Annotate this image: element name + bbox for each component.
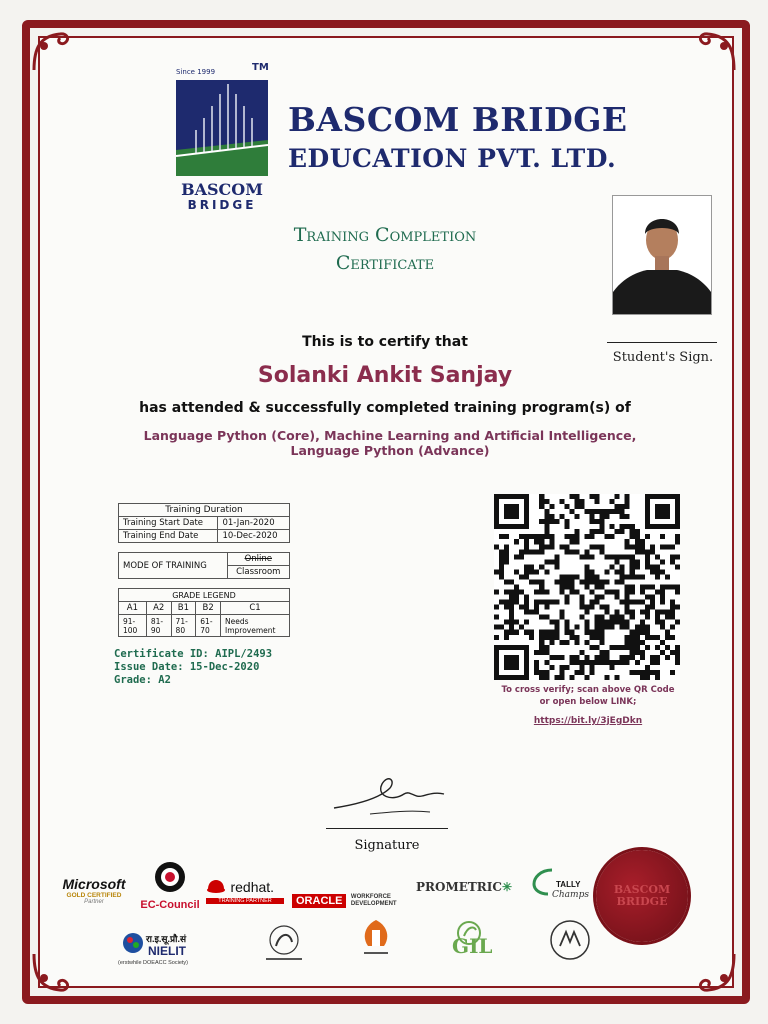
certificate-info <box>114 648 272 687</box>
course-line: Language Python (Core), Machine Learning and Artificial Intelligence, <box>143 428 637 443</box>
course-line: Language Python (Advance) <box>290 443 490 458</box>
mode-online: Online <box>227 553 289 566</box>
microsoft-sub: GOLD CERTIFIED <box>66 892 122 899</box>
start-date-label: Training Start Date <box>119 517 218 530</box>
grade-range: 71-80 <box>171 615 196 637</box>
nielit-hindi: रा.इ.सू.प्रौ.सं <box>146 934 187 944</box>
seal-line: BRIDGE <box>616 895 668 908</box>
mode-classroom: Classroom <box>227 566 289 579</box>
redhat-sub: TRAINING PARTNER <box>206 898 284 904</box>
prometric-word: PROMETRIC <box>416 880 502 894</box>
end-date-value: 10-Dec-2020 <box>218 530 290 543</box>
grade: Grade: A2 <box>114 674 171 686</box>
oracle-sub: WORKFORCE <box>350 893 391 900</box>
course-list <box>100 428 680 458</box>
end-date-label: Training End Date <box>119 530 218 543</box>
grade-range: 81-90 <box>146 615 171 637</box>
tally-sub: Champs <box>552 890 589 900</box>
microsoft-logo <box>56 876 132 905</box>
redhat-hat-icon <box>206 879 226 895</box>
eccouncil-emblem-icon <box>153 860 187 894</box>
university-emblem-icon <box>262 920 306 964</box>
grade-range: 91-100 <box>119 615 147 637</box>
nielit-word: NIELIT <box>148 944 186 958</box>
redhat-word: redhat. <box>230 878 275 895</box>
student-sign-line <box>607 342 717 343</box>
completion-statement: has attended & successfully completed training program(s) of <box>139 400 631 416</box>
company-name: BASCOM BRIDGE <box>288 100 628 139</box>
verify-link[interactable]: https://bit.ly/3jEgDkn <box>533 716 643 726</box>
grade-code: A2 <box>146 602 171 615</box>
verify-instructions <box>488 684 688 708</box>
student-name: Solanki Ankit Sanjay <box>257 363 513 388</box>
certificate-title: Training Completion <box>293 224 477 246</box>
training-duration-table <box>118 503 290 543</box>
verify-line: To cross verify; scan above QR Code <box>501 685 675 695</box>
qr-code-icon[interactable] <box>493 494 681 680</box>
company-seal <box>596 850 688 942</box>
tally-word: TALLY <box>556 880 581 889</box>
bascom-bridge-logo <box>176 62 269 212</box>
government-emblem-icon <box>548 918 592 962</box>
grade-range: Needs Improvement <box>221 615 290 637</box>
gil-logo <box>448 920 508 960</box>
issue-date: Issue Date: 15-Dec-2020 <box>114 661 260 673</box>
signature-line <box>326 828 448 829</box>
pmkvy-emblem-icon <box>358 916 394 962</box>
microsoft-sub2: Partner <box>84 899 104 905</box>
logo-word2: BRIDGE <box>187 198 257 212</box>
prometric-logo <box>416 880 512 894</box>
mode-of-training-table <box>118 552 290 579</box>
grade-legend-table <box>118 588 290 637</box>
corner-ornament-icon <box>30 950 76 996</box>
seal-line: BASCOM <box>613 883 671 896</box>
logo-tm: TM <box>252 62 269 73</box>
certify-statement: This is to certify that <box>302 334 468 350</box>
oracle-logo <box>292 892 397 910</box>
logo-word1: BASCOM <box>181 180 263 199</box>
prometric-star-icon: ✳ <box>501 880 513 894</box>
grade-code: A1 <box>119 602 147 615</box>
gil-word: GIL <box>452 934 493 958</box>
corner-ornament-icon <box>692 950 738 996</box>
start-date-value: 01-Jan-2020 <box>218 517 290 530</box>
signature-scribble <box>330 768 450 828</box>
student-sign-label: Student's Sign. <box>612 350 714 365</box>
certificate-title-line2: Certificate <box>335 252 435 274</box>
logo-since: Since 1999 <box>176 68 216 76</box>
corner-ornament-icon <box>30 28 76 74</box>
eccouncil-word: EC-Council <box>140 899 200 911</box>
grade-code: B1 <box>171 602 196 615</box>
eccouncil-logo <box>138 860 202 911</box>
oracle-word: ORACLE <box>292 894 346 908</box>
grade-code: B2 <box>196 602 221 615</box>
certificate-id: Certificate ID: AIPL/2493 <box>114 648 273 660</box>
corner-ornament-icon <box>692 28 738 74</box>
nielit-sub: (erstwhile DOEACC Society) <box>118 960 188 966</box>
mode-label: MODE OF TRAINING <box>119 553 228 579</box>
company-name-line2: EDUCATION PVT. LTD. <box>288 144 617 173</box>
redhat-logo <box>206 878 284 904</box>
duration-heading: Training Duration <box>119 504 290 517</box>
grade-range: 61-70 <box>196 615 221 637</box>
oracle-sub: DEVELOPMENT <box>350 900 397 907</box>
student-photo <box>612 195 712 315</box>
grade-code: C1 <box>221 602 290 615</box>
verify-line: or open below LINK; <box>539 697 637 707</box>
microsoft-word: Microsoft <box>62 876 126 892</box>
grade-legend-heading: GRADE LEGEND <box>119 589 290 602</box>
signature-label: Signature <box>354 838 420 853</box>
nielit-globe-icon <box>122 932 144 954</box>
